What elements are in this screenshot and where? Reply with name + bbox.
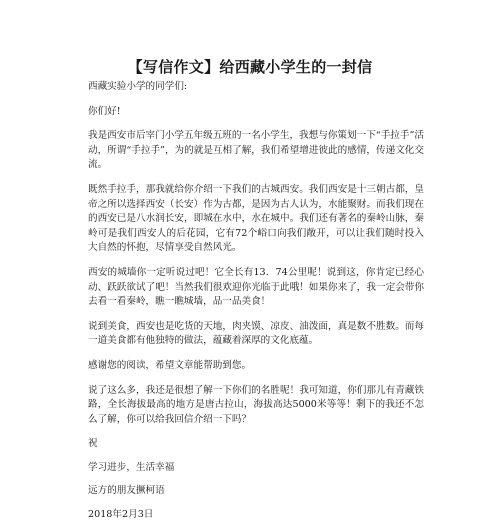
letter-body [88, 80, 424, 532]
paragraph-city-wall: 西安的城墙你一定听说过吧！它全长有13．74公里呢！说到这，你肯定已经心动、跃跃欲试了吧！当然我们很欢迎你光临于此哦！如果你来了，我一定会带你去看一看秦岭，瞧一瞧城墙，品一品美食！ [88, 266, 424, 308]
date-line: 2018年2月3日 [88, 509, 154, 521]
wish-line: 学习进步，生活幸福 [88, 461, 175, 473]
paragraph-xian-history: 既然手拉手，那我就给你介绍一下我们的古城西安。我们西安是十三朝古都，皇帝之所以选择西安（长安）作为古都，是因为古人认为，水能聚财。而我们现在的西安已是八水润长安，即城在水中，水在城中。我们还有著名的秦岭山脉，秦岭可是我们西安人的后花园，它有72个峪口向我们敞开，可以让我们随时投入大自然的怀抱，尽情享受自然风光。 [88, 183, 424, 254]
paragraph-tibet: 说了这么多，我还是很想了解一下你们的名胜呢！我可知道，你们那儿有青藏铁路，全长海拔最高的地方是唐古拉山，海拔高达5000米等等！剩下的我还不怎么了解，你可以给我回信介绍一下吗？ [88, 384, 424, 425]
document-title: 【写信作文】给西藏小学生的一封信 [127, 58, 373, 76]
greeting-line: 你们好! [88, 105, 121, 117]
paragraph-intro: 我是西安市后宰门小学五年级五班的一名小学生，我想与你策划一下“手拉手”活动，所谓“手拉手”，为的就是互相了解，我们希望增进彼此的感情，传递文化交流。 [88, 130, 424, 171]
paragraph-food: 说到美食，西安也是吃货的天地，肉夹馍、凉皮、油泼面，真是数不胜数。而每一道美食都有他独特的做法，蕴藏着深厚的文化底蕴。 [88, 320, 424, 347]
closing-line: 祝 [88, 438, 98, 450]
paragraph-thanks: 感谢您的阅读，希望文章能帮助到您。 [88, 359, 252, 371]
recipient-line: 西藏实验小学的同学们: [88, 81, 188, 92]
signature-line: 远方的朋友撅柯语 [88, 485, 165, 497]
